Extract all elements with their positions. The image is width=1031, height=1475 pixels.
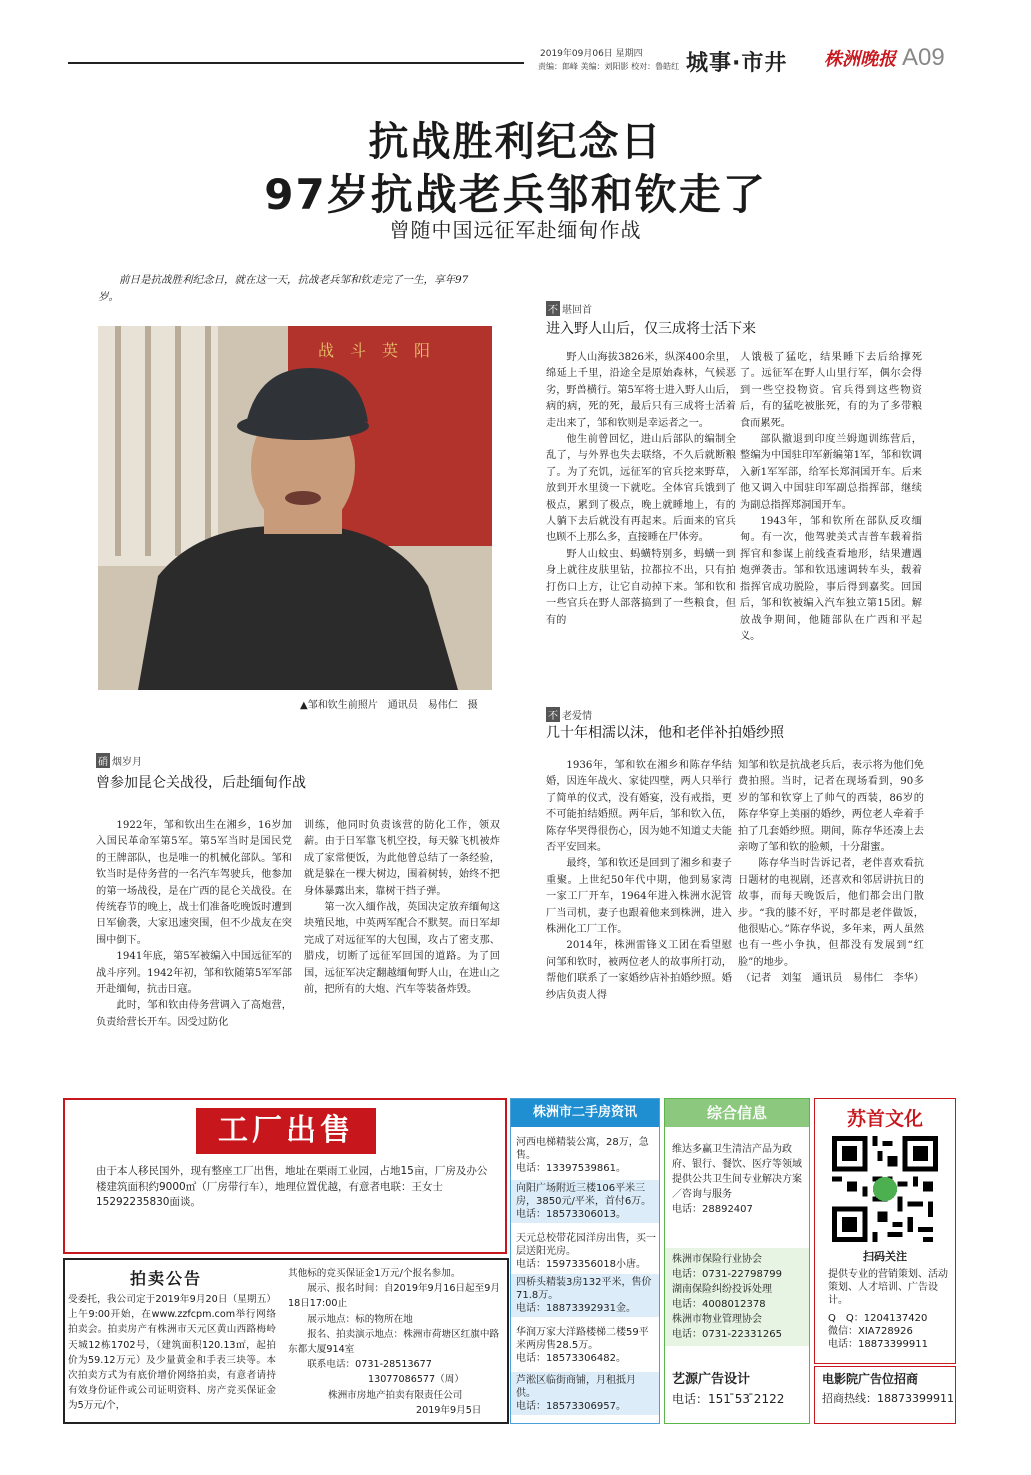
- byline: （记者 刘玺 通讯员 易伟仁 李华）: [740, 973, 924, 985]
- housing-item-phone: 电话：13397539861。: [516, 1163, 626, 1174]
- auction-line: 株洲市房地产拍卖有限责任公司: [328, 1389, 463, 1401]
- auction-line: 2019年9月5日: [416, 1404, 482, 1416]
- general-item-phone: 电话：0731-22798799: [672, 1269, 782, 1280]
- auction-line: 其他标的竞买保证金1万元/个报名参加。: [288, 1268, 461, 1279]
- housing-item-phone: 电话：18873392931金。: [516, 1303, 636, 1314]
- section-wild-col2: [740, 350, 922, 645]
- section-war-col1: [96, 818, 292, 1031]
- section-name: 城事·市井: [686, 51, 788, 76]
- general-item-text: 湖南保险纠纷投诉处理: [672, 1284, 772, 1295]
- section-war-col2: [304, 818, 500, 998]
- housing-item: [511, 1372, 659, 1415]
- photo-caption: ▲邹和钦生前照片 通讯员 易伟仁 摄: [300, 700, 478, 711]
- tag-label: 烟岁月: [112, 757, 142, 768]
- paragraph: 1941年底，第5军被编入中国远征军的战斗序列。1942年初，邹和钦随第5军军部开赴缅甸，抗击日寇。: [96, 951, 292, 996]
- culture-wechat: 微信：XIA728926: [828, 1326, 913, 1337]
- section-love-col2: [738, 758, 924, 988]
- headline-line2: 97岁抗战老兵邹和钦走了: [264, 170, 767, 219]
- design-ad-title: 艺源广告设计: [672, 1372, 751, 1387]
- housing-item-text: 四桥头精装3房132平米，售价71.8万。: [516, 1277, 652, 1301]
- paragraph: 第一次入缅作战，英国决定放弃缅甸这块殖民地，中英两军配合不默契。而日军却完成了对远征军的大包围，攻占了密支那、腊戍，切断了远征军回国的道路。为了回国，远征军决定翻越缅甸野人山，在进山之前，把所有的大炮、汽车等装备炸毁。: [304, 902, 500, 996]
- general-item-phone: 电话：4008012378: [672, 1299, 766, 1310]
- issue-date: 2019年09月06日 星期四: [540, 49, 643, 59]
- paragraph: 部队撤退到印度兰姆迦训练营后，整编为中国驻印军新编第1军，邹和钦调入新1军军部，给军长郑洞国开车。后来他又调入中国驻印军副总指挥部，继续为副总指挥郑洞国开车。: [740, 434, 922, 511]
- housing-title: 株洲市二手房资讯: [511, 1099, 659, 1127]
- section-wild-tag: [546, 298, 592, 317]
- general-item-phone: 电话：0731-22331265: [672, 1329, 782, 1340]
- general-item-phone: 电话：28892407: [672, 1204, 753, 1215]
- auction-body-right: [288, 1266, 504, 1418]
- housing-item-phone: 电话：18573306013。: [516, 1209, 626, 1220]
- housing-item: [511, 1274, 659, 1317]
- general-info-title: 综合信息: [665, 1099, 809, 1127]
- article-lead: 前日是抗战胜利纪念日，就在这一天，抗战老兵邹和钦走完了一生，享年97岁。: [98, 274, 469, 303]
- factory-sale-title: 工厂出售: [196, 1108, 376, 1154]
- editor-credits: 责编：郎峰 美编：刘阳影 校对：鲁皓红: [538, 62, 680, 71]
- qr-code-icon[interactable]: [832, 1136, 938, 1242]
- photo-illustration: [98, 326, 492, 690]
- veteran-photo: [98, 326, 492, 690]
- culture-desc: 提供专业的营销策划、活动策划、人才培训、广告设计。: [828, 1269, 948, 1306]
- housing-item-phone: 电话：18573306482。: [516, 1353, 626, 1364]
- paragraph: 知邹和钦是抗战老兵后，表示将为他们免费拍照。当时，记者在现场看到，90多岁的邹和钦穿上了帅气的西装，86岁的陈存华穿上美丽的婚纱，两位老人牵着手拍了几套婚纱照。期间，陈存华还凑上去亲吻了邹和钦的脸颊，十分甜蜜。: [738, 760, 924, 854]
- section-war-tag: [96, 750, 142, 769]
- auction-body-left: 受委托，我公司定于2019年9月20日（星期五）上午9:00开始，在www.zzfcpm.com举行网络拍卖会。拍卖房产有株洲市天元区黄山西路梅岭天城12栋1702号，（建筑面积120.13㎡，起拍价为59.12万元）及少量黄金和手表三块等。本次拍卖方式为有底价增价网络拍卖，有意者请持有效身份证件或公司证明资料、房产竞买保证金为5万元/个，: [68, 1294, 276, 1412]
- scan-label: 扫码关注: [863, 1250, 907, 1263]
- housing-item-text: 河西电梯精装公寓，28万，急售。: [516, 1137, 649, 1161]
- paragraph: 陈存华当时告诉记者，老伴喜欢看抗日题材的电视剧，还喜欢和邻居讲抗日的故事，而每天晚饭后，他们都会出门散步。“我的膝不好，平时都是老伴做饭，他很贴心。”陈存华说，多年来，两人虽然也有一些小争执，但都没有发展到“红脸”的地步。: [738, 858, 924, 968]
- qr-code-graphic: [832, 1136, 938, 1242]
- tag-label: 老爱情: [562, 711, 592, 722]
- culture-qq: Q Q：1204137420: [828, 1313, 928, 1324]
- housing-item: [516, 1232, 656, 1271]
- auction-line: 展示地点：标的物所在地: [307, 1313, 413, 1325]
- culture-phone: 电话：18873399911: [828, 1339, 928, 1350]
- section-love-col1: [546, 758, 732, 1004]
- paragraph: 1936年，邹和钦在湘乡和陈存华结婚，因连年战火、家徒四壁，两人只举行了简单的仪式，没有婚宴，没有戒指，更不可能拍结婚照。两年后，邹和钦入伍，陈存华哭得很伤心，因为她不知道丈夫能否平安回来。: [546, 760, 732, 854]
- banner-text: 战 斗 英 阳: [318, 341, 431, 360]
- tag-label: 堪回首: [562, 305, 592, 316]
- page-number: A09: [902, 44, 945, 71]
- cinema-ad-title: 电影院广告位招商: [822, 1372, 919, 1386]
- general-item: [672, 1142, 806, 1217]
- general-item-text: 株洲市物业管理协会: [672, 1314, 762, 1325]
- paragraph: 1943年，邹和钦所在部队反攻缅甸。有一次，他驾驶美式吉普车载着指挥官和参谋上前线查看地形，结果遭遇炮弹袭击。邹和钦迅速调转车头，载着指挥官成功脱险，事后得到嘉奖。回国后，邹和钦被编入汽车独立第15团。解放战争期间，他随部队在广西和平起义。: [740, 516, 922, 642]
- paragraph: 此时，邹和钦由侍务营调入了高炮营，负责给营长开车。因受过防化: [96, 1000, 292, 1028]
- housing-item-text: 向阳广场附近三楼106平米三房，3850元/平米，首付6万。: [516, 1183, 652, 1207]
- general-item-text: 株洲市保险行业协会: [672, 1254, 762, 1265]
- section-love-tag: [546, 704, 592, 723]
- paragraph: 野人山蚊虫、蚂蟥特别多，蚂蟥一到身上就往皮肤里钻，拉都拉不出，只有拍打伤口上方，让它自动掉下来。邹和钦和一些官兵在野人部落搞到了一些粮食，但有的: [546, 548, 736, 626]
- housing-item-phone: 电话：15973356018小唐。: [516, 1259, 646, 1270]
- tag-marker: 不: [546, 707, 560, 722]
- auction-line: 联系电话：0731-28513677: [307, 1359, 432, 1371]
- paragraph: 人饿极了猛吃，结果睡下去后给撑死了。远征军在野人山里行军，偶尔会得到一些空投物资。官兵得到这些物资后，有的猛吃被胀死，有的为了多带粮食而累死。: [740, 352, 922, 429]
- paragraph: 最终，邹和钦还是回到了湘乡和妻子重聚。上世纪50年代中期，他到易家湾一家工厂开车，1964年进入株洲水泥管厂当司机，妻子也跟着他来到株洲，进入株洲化工厂工作。: [546, 858, 732, 936]
- tag-marker: 硝: [96, 753, 110, 768]
- paragraph: 1922年，邹和钦出生在湘乡，16岁加入国民革命军第5军。第5军当时是国民党的王牌部队，也是唯一的机械化部队。邹和钦当时是侍务营的一名汽车驾驶兵，他参加的第一场战役，是在广西的昆仑关战役。在传统春节的晚上，战士们准备吃晚饭时遭到日军偷袭，大家迅速突围，但不少战友在突围中倒下。: [96, 820, 292, 946]
- culture-contacts: [828, 1312, 952, 1351]
- factory-sale-text: 由于本人移民国外，现有整座工厂出售，地址在栗雨工业园，占地15亩，厂房及办公楼建筑面积约9000㎡（厂房带行车），地理位置优越，有意者电联：王女士15292235830面谈。: [96, 1165, 488, 1208]
- cinema-ad-phone: 招商热线：18873399911: [822, 1392, 954, 1405]
- paragraph: 他生前曾回忆，进山后部队的编制全乱了，与外界也失去联络，不久后就断粮了。为了充饥，远征军的官兵挖来野草，放到开水里烫一下就吃。全体官兵饿到了极点，累到了极点，晚上就睡地上，有的人躺下去后就没有再起来。后面来的官兵也顾不上那么多，直接睡在尸体旁。: [546, 434, 736, 544]
- section-wild-heading: 进入野人山后，仅三成将士活下来: [546, 321, 756, 337]
- housing-item: [516, 1136, 656, 1175]
- headline-line1: 抗战胜利纪念日: [368, 119, 663, 165]
- section-wild-col1: [546, 350, 736, 629]
- housing-item-text: 天元总校带花园洋房出售，买一层送阳光房。: [516, 1233, 656, 1257]
- auction-line: 13077086577（周）: [368, 1374, 464, 1386]
- paragraph: 训练，他同时负责该营的防化工作，领双薪。由于日军靠飞机空投，每天躲飞机被炸成了家常便饭，为此他曾总结了一条经验，就是躲在一棵大树边，围着树转，始终不把身体暴露出来，靠树干挡子弹。: [304, 820, 500, 897]
- auction-line: 报名、拍卖演示地点：株洲市荷塘区红旗中路东都大厦914室: [288, 1328, 500, 1356]
- housing-item: [511, 1180, 659, 1223]
- tag-marker: 不: [546, 301, 560, 316]
- housing-item-text: 芦淞区临街商铺，月租抵月供。: [516, 1375, 636, 1399]
- culture-title: 苏首文化: [846, 1108, 923, 1130]
- header-rule: [68, 62, 524, 64]
- headline-subtitle: 曾随中国远征军赴缅甸作战: [389, 218, 642, 242]
- section-love-heading: 几十年相濡以沫，他和老伴补拍婚纱照: [546, 725, 784, 741]
- auction-title: 拍卖公告: [130, 1269, 203, 1288]
- paragraph: 野人山海拔3826米，纵深400余里，绵延上千里，沿途全是原始森林，气候恶劣，野兽横行。第5军将士进入野人山后，病的病，死的死，最后只有三成将士活着走出来了，邹和钦则是幸运者之一。: [546, 352, 736, 429]
- design-ad-phone: 电话：151 ̄53 ̄2122: [672, 1392, 785, 1406]
- auction-line: 展示、报名时间：自2019年9月16日起至9月18日17:00止: [288, 1283, 500, 1310]
- housing-item-phone: 电话：18573306957。: [516, 1401, 626, 1412]
- housing-item: [516, 1326, 656, 1365]
- general-item-text: 维达多赢卫生清洁产品为政府、银行、餐饮、医疗等领域提供公共卫生间专业解决方案／咨询与服务: [672, 1144, 802, 1200]
- paragraph: 2014年，株洲雷锋义工团在看望慰问邹和钦时，被两位老人的故事所打动，帮他们联系了一家婚纱店补拍婚纱照。婚纱店负责人得: [546, 940, 732, 1001]
- section-war-heading: 曾参加昆仑关战役，后赴缅甸作战: [96, 775, 306, 791]
- newspaper-logo: 株洲晚报: [824, 49, 896, 70]
- general-item: [665, 1248, 809, 1346]
- housing-item-text: 华润万家大洋路楼梯二楼59平米两房售28.5万。: [516, 1327, 649, 1351]
